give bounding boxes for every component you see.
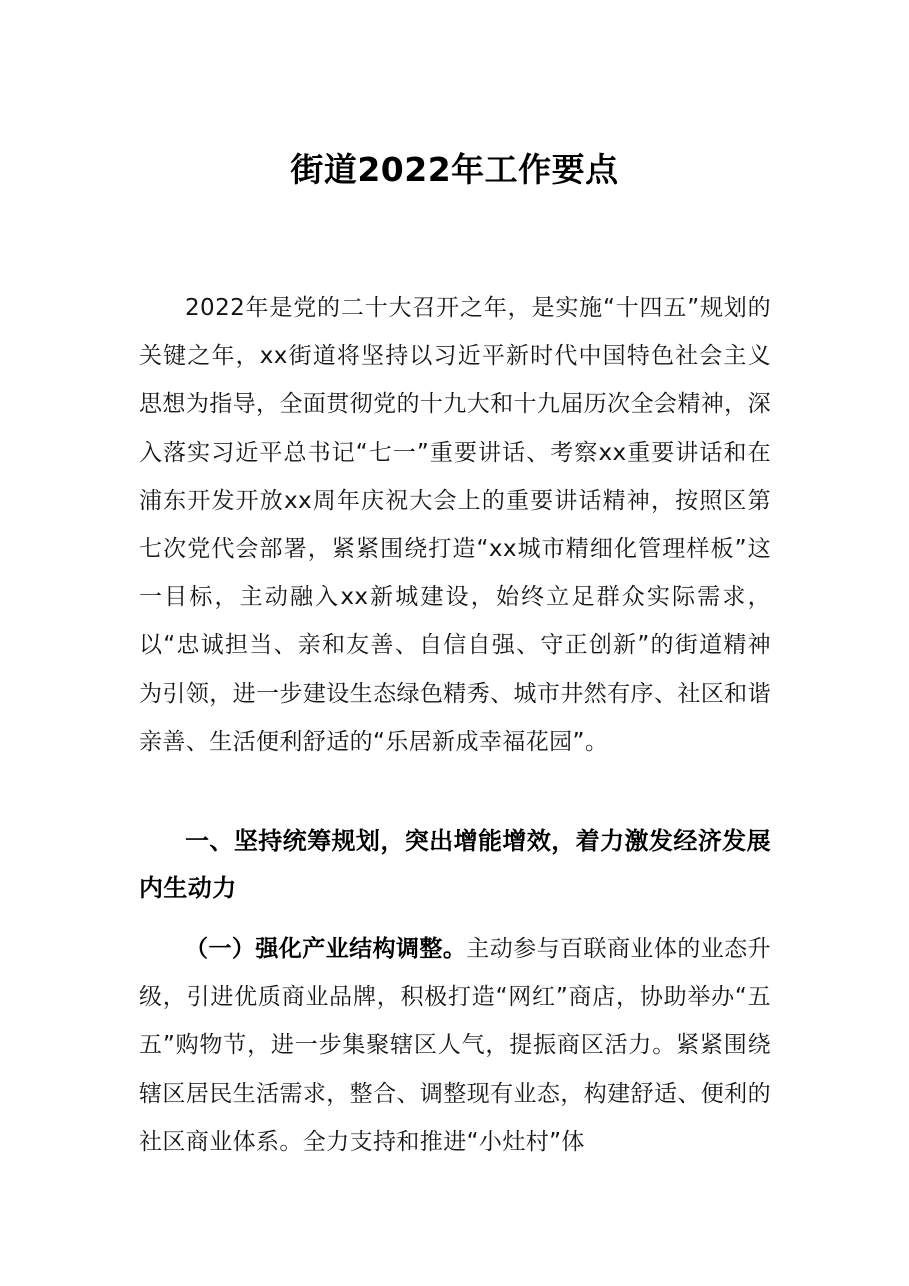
subsection-paragraph-1	[139, 925, 771, 1166]
section-heading-1: 一、坚持统筹规划，突出增能增效，着力激发经济发展内生动力	[139, 827, 771, 902]
subsection-heading-1: （一）强化产业结构调整。	[185, 936, 467, 962]
document-title: 街道2022年工作要点	[290, 150, 619, 189]
subsection-body-1: 主动参与百联商业体的业态升级，引进优质商业品牌，积极打造“网红”商店，协助举办“五五”购物节，进一步集聚辖区人气，提振商区活力。紧紧围绕辖区居民生活需求，整合、调整现有业态，构建舒适、便利的社区商业体系。全力支持和推进“小灶村”体	[139, 936, 771, 1155]
intro-paragraph: 2022年是党的二十大召开之年，是实施“十四五”规划的关键之年，xx街道将坚持以习近平新时代中国特色社会主义思想为指导，全面贯彻党的十九大和十九届历次全会精神，深入落实习近平总书记“七一”重要讲话、考察xx重要讲话和在浦东开发开放xx周年庆祝大会上的重要讲话精神，按照区第七次党代会部署，紧紧围绕打造“xx城市精细化管理样板”这一目标，主动融入xx新城建设，始终立足群众实际需求，以“忠诚担当、亲和友善、自信自强、守正创新”的街道精神为引领，进一步建设生态绿色精秀、城市井然有序、社区和谐亲善、生活便利舒适的“乐居新成幸福花园”。	[139, 295, 771, 755]
